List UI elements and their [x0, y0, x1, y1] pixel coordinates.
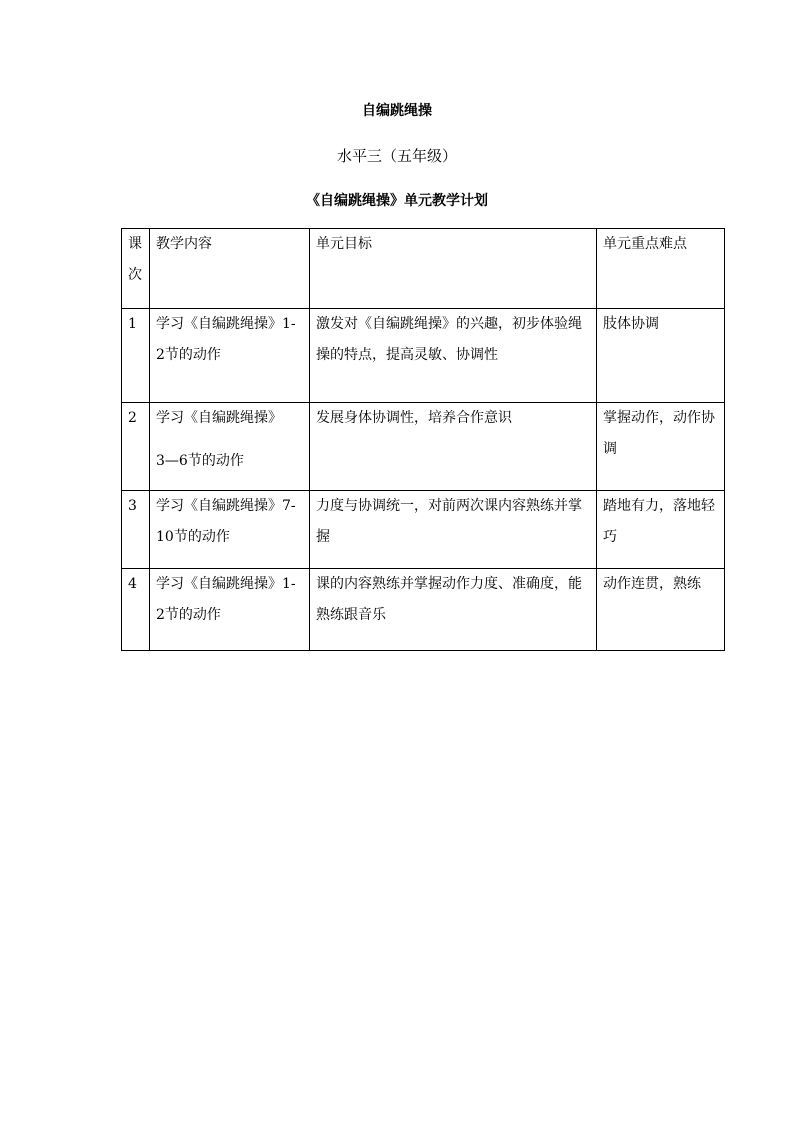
lesson-goal: 激发对《自编跳绳操》的兴趣，初步体验绳操的特点，提高灵敏、协调性	[310, 309, 597, 403]
lesson-content: 学习《自编跳绳操》1-2节的动作	[150, 569, 310, 651]
table-row	[122, 309, 725, 403]
lesson-focus: 踏地有力，落地轻巧	[597, 491, 725, 569]
lesson-focus: 动作连贯，熟练	[597, 569, 725, 651]
lesson-focus: 掌握动作，动作协调	[597, 403, 725, 491]
lesson-number: 1	[122, 309, 150, 403]
lesson-goal: 课的内容熟练并掌握动作力度、准确度，能熟练跟音乐	[310, 569, 597, 651]
lesson-content: 学习《自编跳绳操》1-2节的动作	[150, 309, 310, 403]
table-row	[122, 491, 725, 569]
lesson-goal: 发展身体协调性，培养合作意识	[310, 403, 597, 491]
header-goal: 单元目标	[310, 229, 597, 309]
lesson-focus: 肢体协调	[597, 309, 725, 403]
header-content: 教学内容	[150, 229, 310, 309]
lesson-number: 4	[122, 569, 150, 651]
lesson-content-line-1: 学习《自编跳绳操》	[156, 410, 282, 426]
grade-level: 水平三（五年级）	[336, 147, 457, 165]
header-lesson-number: 课次	[122, 229, 150, 309]
lesson-number: 2	[122, 403, 150, 491]
plan-title: 《自编跳绳操》单元教学计划	[306, 193, 488, 209]
table-row	[122, 403, 725, 491]
lesson-content	[150, 403, 310, 491]
lesson-content-line-2: 3—6节的动作	[156, 453, 244, 469]
lesson-goal: 力度与协调统一，对前两次课内容熟练并掌握	[310, 491, 597, 569]
header-focus: 单元重点难点	[597, 229, 725, 309]
document-title: 自编跳绳操	[362, 103, 432, 119]
table-header-row	[122, 229, 725, 309]
lesson-content: 学习《自编跳绳操》7-10节的动作	[150, 491, 310, 569]
unit-plan-table	[121, 228, 725, 651]
table-row	[122, 569, 725, 651]
lesson-number: 3	[122, 491, 150, 569]
